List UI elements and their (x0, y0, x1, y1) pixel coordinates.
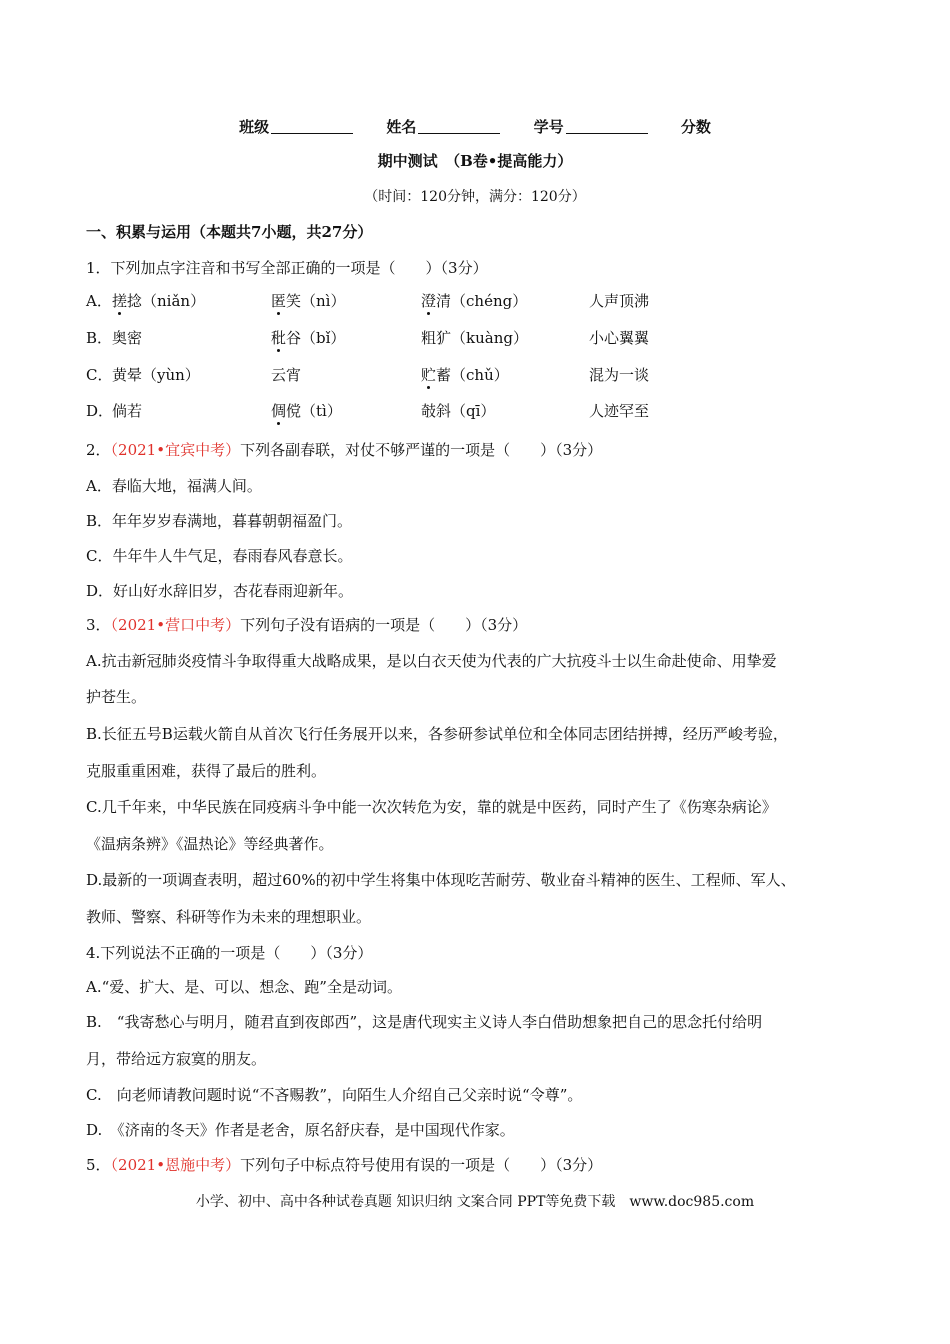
q1-row-b-item2 (271, 328, 345, 348)
q1-row-c-item2: 云宵 (271, 366, 302, 384)
q1-a3-rest: 清（chéng） (436, 292, 528, 310)
q1-row-c-item3 (421, 365, 509, 385)
q1-b3-text: 粗犷（kuàng） (421, 329, 528, 347)
q1-d2-rest: 傥（tì） (286, 402, 342, 420)
q2-option-d: D．好山好水辞旧岁，杏花春雨迎新年。 (86, 582, 354, 600)
question-5-stem (86, 1155, 602, 1175)
q2-option-a: A．春临大地，福满人间。 (86, 477, 262, 495)
q1-row-b-label: B． (86, 329, 113, 347)
q1-row-d-item2 (271, 401, 342, 421)
q1-c3-dotted-char: 贮 (421, 366, 437, 384)
q1-a2-dotted-char: 匿 (271, 292, 287, 310)
q2-number: 2． (86, 441, 111, 459)
number-label: 学号 (533, 118, 564, 136)
question-3-stem (86, 615, 527, 635)
q1-d3-text: 攲斜（qī） (421, 402, 496, 420)
q1-b2-dotted-char: 秕 (271, 329, 287, 347)
class-label: 班级 (239, 118, 270, 136)
q1-row-b-item4: 小心翼翼 (589, 329, 650, 347)
q3-option-a-line2: 护苍生。 (86, 688, 147, 706)
question-1-stem: 1．下列加点字注音和书写全部正确的一项是（ ）（3分） (86, 259, 488, 277)
q3-option-b-line1: B.长征五号B运载火箭自从首次飞行任务展开以来，各参研参试单位和全体同志团结拼搏，经历严峻考验， (86, 725, 788, 743)
q4-option-b-line2: 月，带给远方寂寞的朋友。 (86, 1050, 267, 1068)
q1-row-b-item1: 奥密 (112, 329, 143, 347)
q3-option-d-line1: D.最新的一项调查表明，超过60%的初中学生将集中体现吃苦耐劳、敬业奋斗精神的医生、工程师、军人、 (86, 871, 796, 889)
student-info-header (0, 116, 950, 137)
q1-row-a-item2 (271, 291, 345, 311)
q4-option-b-line1: B. “我寄愁心与明月，随君直到夜郎西”，这是唐代现实主义诗人李白借助想象把自己的思念托付给明 (86, 1013, 763, 1031)
question-2-stem (86, 440, 602, 460)
q1-c3-rest: 蓄（chǔ） (436, 366, 509, 384)
section-heading: 一、积累与运用（本题共7小题，共27分） (86, 223, 373, 241)
page-footer: 小学、初中、高中各种试卷真题 知识归纳 文案合同 PPT等免费下载 www.doc985.com (195, 1194, 755, 1210)
exam-subtitle: （时间：120分钟，满分：120分） (364, 189, 586, 205)
q1-row-c-item1: 黄晕（yùn） (112, 366, 200, 384)
q3-number: 3． (86, 616, 111, 634)
q1-row-a-item1 (112, 291, 205, 311)
number-blank (566, 119, 648, 134)
q1-a2-rest: 笑（nì） (286, 292, 346, 310)
q1-a1-dotted-char: 搓 (112, 292, 128, 310)
q5-text: 下列句子中标点符号使用有误的一项是（ ）（3分） (240, 1156, 603, 1174)
q1-d2-dotted-char: 倜 (271, 402, 287, 420)
q1-row-c-label: C． (86, 366, 113, 384)
q1-row-a-label: A． (86, 292, 112, 310)
score-label: 分数 (680, 118, 711, 136)
q3-option-d-line2: 教师、警察、科研等作为未来的理想职业。 (86, 908, 372, 926)
q1-row-d-item1: 倘若 (112, 402, 143, 420)
q1-row-d-label: D． (86, 402, 114, 420)
q1-row-c-item4: 混为一谈 (589, 366, 650, 384)
q4-option-c: C. 向老师请教问题时说“不吝赐教”，向陌生人介绍自己父亲时说“令尊”。 (86, 1086, 583, 1104)
q2-option-b: B．年年岁岁春满地，暮暮朝朝福盈门。 (86, 512, 353, 530)
question-4-stem: 4.下列说法不正确的一项是（ ）（3分） (86, 944, 373, 962)
q3-source: （2021•营口中考） (110, 616, 241, 634)
q2-option-c: C．牛年牛人牛气足，春雨春风春意长。 (86, 547, 353, 565)
q2-text: 下列各副春联，对仗不够严谨的一项是（ ）（3分） (240, 441, 603, 459)
q1-a3-dotted-char: 澄 (421, 292, 437, 310)
name-label: 姓名 (386, 118, 417, 136)
class-blank (271, 119, 353, 134)
q3-option-a-line1: A.抗击新冠肺炎疫情斗争取得重大战略成果，是以白衣天使为代表的广大抗疫斗士以生命赴使命、用挚爱 (86, 652, 777, 670)
q1-row-a-item4: 人声顶沸 (589, 292, 650, 310)
q1-row-d-item4: 人迹罕至 (589, 402, 650, 420)
q1-row-b-item3 (421, 328, 528, 348)
name-blank (418, 119, 500, 134)
q1-row-a-item3 (421, 291, 527, 311)
q3-option-c-line1: C.几千年来，中华民族在同疫病斗争中能一次次转危为安，靠的就是中医药，同时产生了《伤寒杂病论》 (86, 798, 777, 816)
q3-option-c-line2: 《温病条辨》《温热论》等经典著作。 (86, 835, 334, 853)
q3-option-b-line2: 克服重重困难，获得了最后的胜利。 (86, 762, 327, 780)
q5-source: （2021•恩施中考） (110, 1156, 241, 1174)
q1-a1-rest: 捻（niǎn） (127, 292, 206, 310)
q5-number: 5． (86, 1156, 111, 1174)
q1-row-d-item3 (421, 401, 495, 421)
q4-option-d: D. 《济南的冬天》作者是老舍，原名舒庆春，是中国现代作家。 (86, 1121, 515, 1139)
q2-source: （2021•宜宾中考） (110, 441, 241, 459)
q4-option-a: A.“爱、扩大、是、可以、想念、跑”全是动词。 (86, 978, 402, 996)
q3-text: 下列句子没有语病的一项是（ ）（3分） (240, 616, 528, 634)
q1-b2-rest: 谷（bǐ） (286, 329, 346, 347)
exam-title: 期中测试 （B卷•提高能力） (377, 152, 573, 170)
